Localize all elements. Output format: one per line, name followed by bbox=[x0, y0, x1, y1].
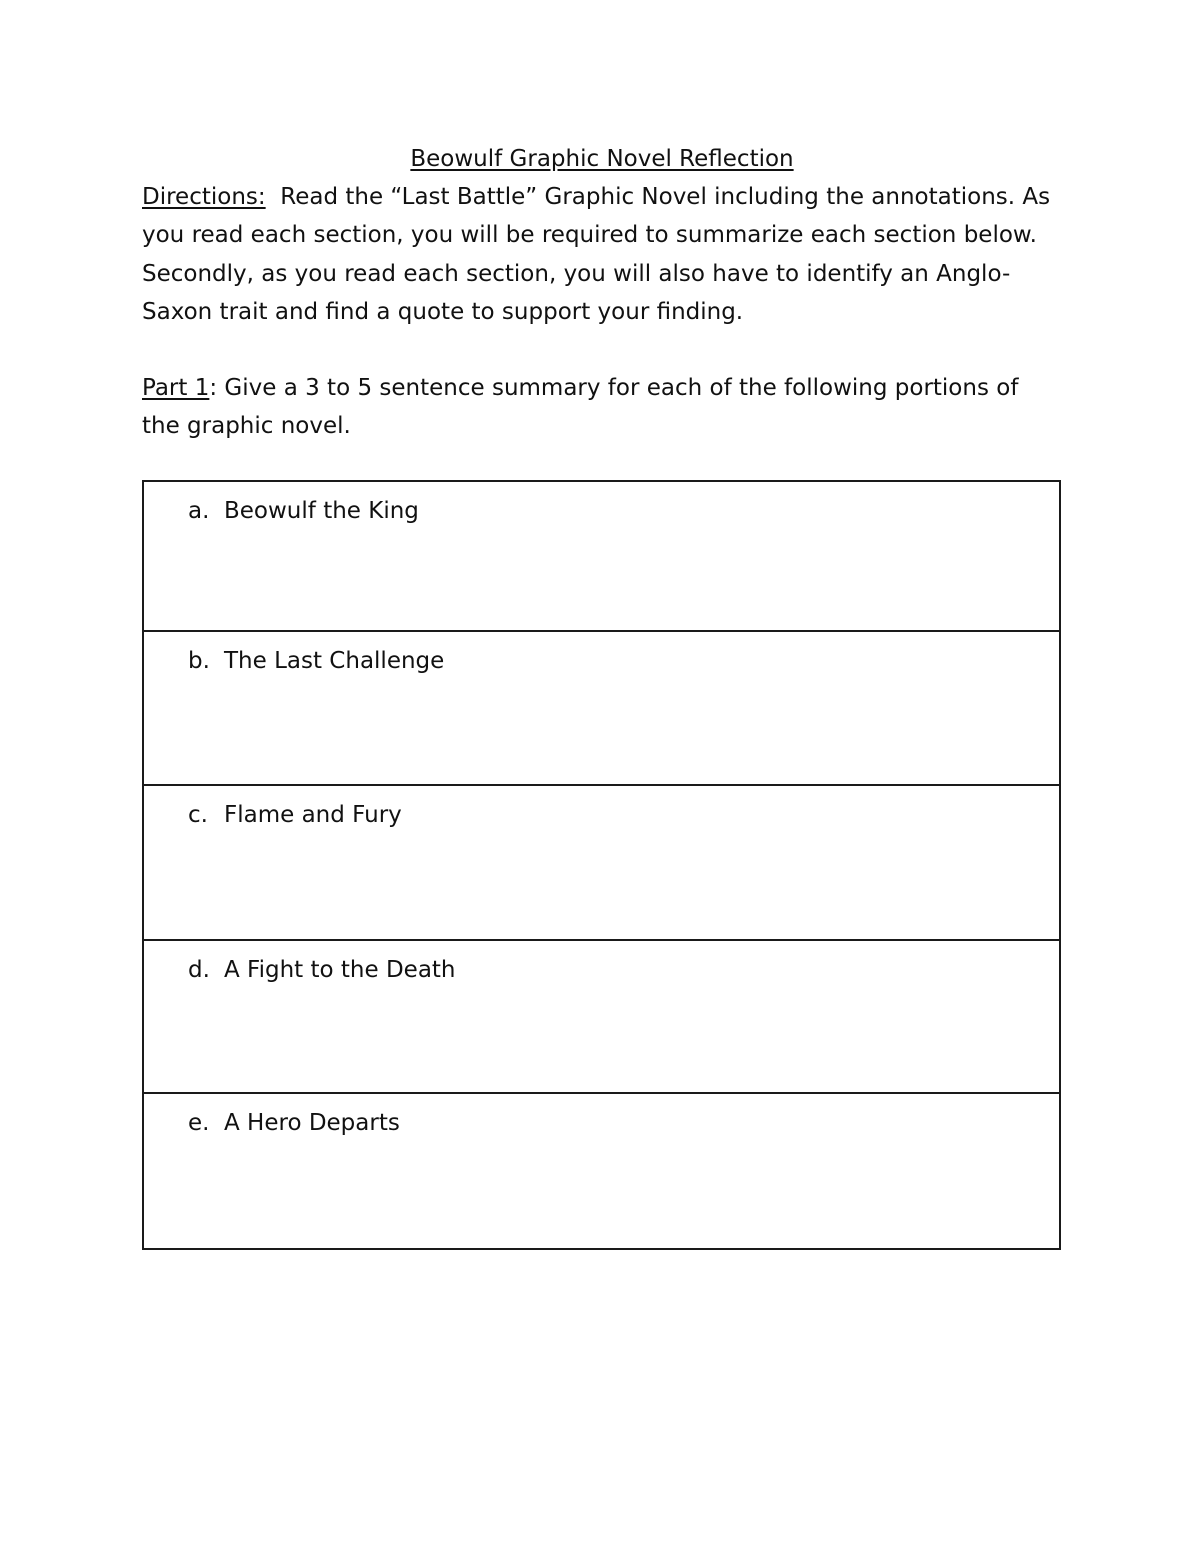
section-letter: e. bbox=[188, 1110, 210, 1136]
table-row bbox=[143, 481, 1060, 631]
summary-cell-d[interactable] bbox=[143, 940, 1060, 1093]
table-row bbox=[143, 785, 1060, 940]
summary-cell-e[interactable] bbox=[143, 1093, 1060, 1249]
summary-cell-c[interactable] bbox=[143, 785, 1060, 940]
section-letter: a. bbox=[188, 498, 210, 524]
section-letter: b. bbox=[188, 648, 210, 674]
worksheet-header bbox=[142, 140, 1062, 446]
summary-cell-b[interactable] bbox=[143, 631, 1060, 785]
section-name: The Last Challenge bbox=[224, 648, 445, 674]
part1-paragraph bbox=[142, 369, 1062, 446]
section-label bbox=[144, 632, 1059, 676]
table-row bbox=[143, 940, 1060, 1093]
directions-text: Read the “Last Battle” Graphic Novel including the annotations. As you read each section, you will be required to summarize each section below. Secondly, as you read each section, you will also have to identify an Anglo-Saxon trait and find a quote to support your finding. bbox=[142, 184, 1058, 325]
directions-label: Directions: bbox=[142, 184, 266, 210]
part1-label: Part 1 bbox=[142, 375, 210, 402]
table-row bbox=[143, 631, 1060, 785]
section-name: A Fight to the Death bbox=[224, 957, 456, 983]
section-letter: c. bbox=[188, 802, 208, 828]
section-label bbox=[144, 482, 1059, 526]
section-letter: d. bbox=[188, 957, 210, 983]
section-name: Flame and Fury bbox=[224, 802, 402, 828]
page-title bbox=[142, 140, 1062, 178]
summary-table bbox=[142, 480, 1061, 1250]
section-label bbox=[144, 941, 1059, 985]
section-name: Beowulf the King bbox=[224, 498, 419, 524]
section-label bbox=[144, 1094, 1059, 1138]
directions-paragraph bbox=[142, 178, 1062, 331]
title-text: Beowulf Graphic Novel Reflection bbox=[410, 146, 794, 172]
part1-text: : Give a 3 to 5 sentence summary for each of the following portions of the graphic novel. bbox=[142, 375, 1019, 440]
summary-cell-a[interactable] bbox=[143, 481, 1060, 631]
table-row bbox=[143, 1093, 1060, 1249]
section-label bbox=[144, 786, 1059, 830]
section-name: A Hero Departs bbox=[224, 1110, 400, 1136]
